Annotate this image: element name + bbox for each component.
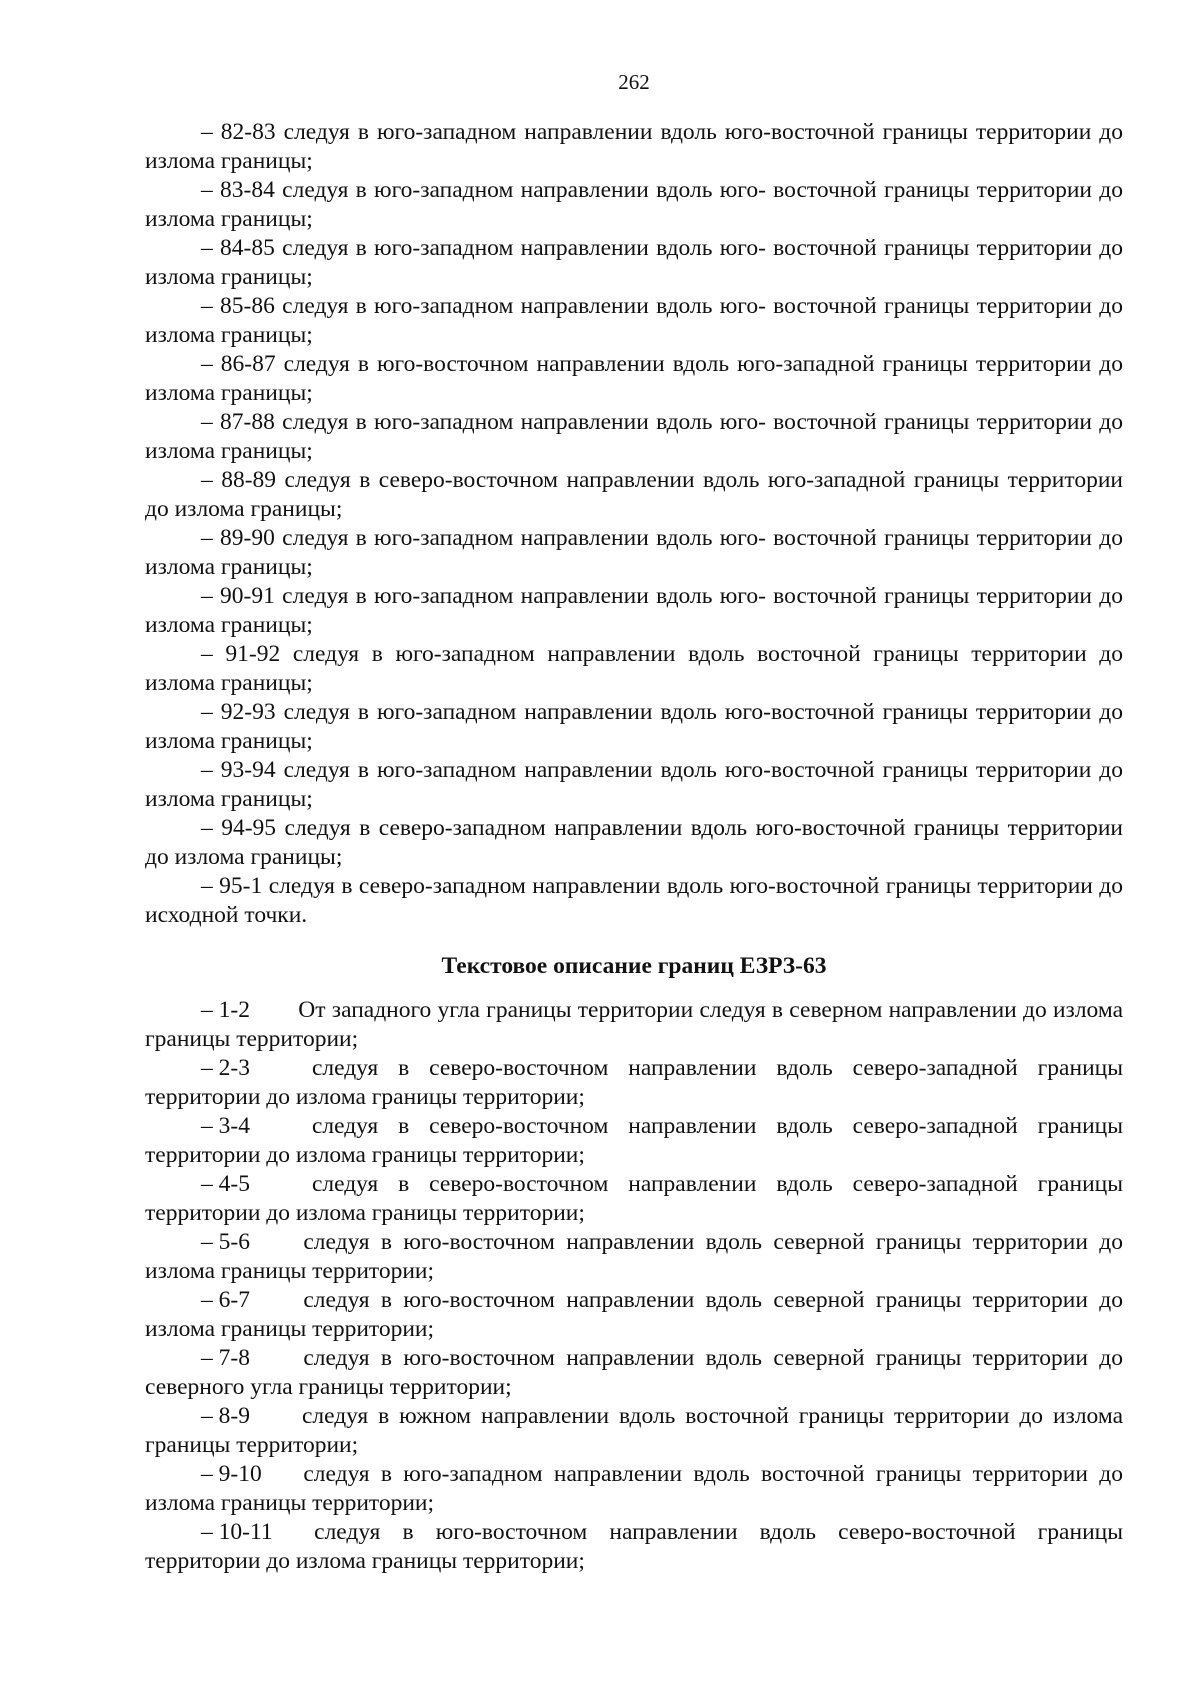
boundary-segment-item	[145, 1286, 1123, 1344]
segment-number: – 86-87	[201, 351, 276, 377]
segment-description: следуя в юго-западном направлении вдоль юго- восточной границы территории до излома границы;	[145, 293, 1124, 348]
segment-number: – 2-3	[201, 1055, 250, 1081]
boundary-segment-item	[145, 408, 1123, 466]
segment-number: – 82-83	[201, 119, 276, 145]
segment-description: следуя в юго-восточном направлении вдоль северной границы территории до излома границы территории;	[145, 1229, 1123, 1284]
boundary-segment-item	[145, 814, 1123, 872]
boundary-segment-item	[145, 234, 1123, 292]
segment-number: – 93-94	[201, 757, 276, 783]
boundary-segment-item	[145, 1402, 1123, 1460]
segment-description: следуя в юго-восточном направлении вдоль северной границы территории до северного угла границы территории;	[145, 1345, 1123, 1400]
segment-description: следуя в северо-восточном направлении вдоль северо-западной границы территории до излома границы территории;	[145, 1055, 1124, 1110]
segment-number: – 84-85	[201, 235, 275, 261]
segment-number: – 90-91	[201, 583, 275, 609]
segment-description: следуя в северо-западном направлении вдоль юго-восточной границы территории до излома границы;	[145, 815, 1123, 870]
segment-description: следуя в северо-западном направлении вдоль юго-восточной границы территории до исходной точки.	[145, 873, 1124, 928]
segment-description: следуя в юго-западном направлении вдоль юго- восточной границы территории до излома границы;	[145, 235, 1124, 290]
segment-number: – 85-86	[201, 293, 275, 319]
segment-number: – 8-9	[201, 1403, 250, 1429]
segment-description: следуя в северо-восточном направлении вдоль юго-западной границы территории до излома границы;	[145, 467, 1123, 522]
boundary-list-previous	[145, 118, 1123, 930]
segment-number: – 6-7	[201, 1287, 250, 1313]
segment-number: – 10-11	[201, 1519, 273, 1545]
boundary-segment-item	[145, 118, 1123, 176]
segment-number: – 92-93	[201, 699, 276, 725]
boundary-segment-item	[145, 176, 1123, 234]
document-body	[145, 118, 1123, 1576]
segment-number: – 89-90	[201, 525, 275, 551]
boundary-segment-item	[145, 1518, 1123, 1576]
boundary-segment-item	[145, 872, 1123, 930]
segment-description: следуя в юго-восточном направлении вдоль северо-восточной границы территории до излома границы территории;	[145, 1519, 1124, 1574]
segment-number: – 94-95	[201, 815, 277, 841]
boundary-segment-item	[145, 524, 1123, 582]
segment-description: следуя в южном направлении вдоль восточной границы территории до излома границы территории;	[145, 1403, 1124, 1458]
segment-number: – 87-88	[201, 409, 275, 435]
boundary-segment-item	[145, 996, 1123, 1054]
segment-number: – 88-89	[201, 467, 277, 493]
segment-description: следуя в юго-западном направлении вдоль юго- восточной границы территории до излома границы;	[145, 409, 1124, 464]
boundary-segment-item	[145, 1460, 1123, 1518]
segment-description: следуя в юго-западном направлении вдоль юго-восточной границы территории до излома границы;	[145, 699, 1124, 754]
segment-description: следуя в юго-западном направлении вдоль юго- восточной границы территории до излома границы;	[145, 525, 1124, 580]
segment-description: следуя в юго-западном направлении вдоль юго- восточной границы территории до излома границы;	[145, 177, 1124, 232]
boundary-segment-item	[145, 1344, 1123, 1402]
segment-description: следуя в северо-восточном направлении вдоль северо-западной границы территории до излома границы территории;	[145, 1113, 1124, 1168]
segment-description: следуя в юго-западном направлении вдоль восточной границы территории до излома границы территории;	[145, 1461, 1123, 1516]
boundary-segment-item	[145, 1112, 1123, 1170]
segment-number: – 5-6	[201, 1229, 250, 1255]
segment-description: следуя в юго-западном направлении вдоль юго-восточной границы территории до излома границы;	[145, 757, 1124, 812]
boundary-segment-item	[145, 466, 1123, 524]
boundary-segment-item	[145, 698, 1123, 756]
boundary-segment-item	[145, 1228, 1123, 1286]
boundary-segment-item	[145, 756, 1123, 814]
section-title: Текстовое описание границ ЕЗРЗ-63	[441, 953, 827, 979]
boundary-list-ezrz-63	[145, 996, 1123, 1576]
segment-number: – 91-92	[201, 641, 281, 667]
segment-description: следуя в юго-восточном направлении вдоль северной границы территории до излома границы территории;	[145, 1287, 1123, 1342]
segment-description: следуя в юго-западном направлении вдоль юго-восточной границы территории до излома границы;	[145, 119, 1124, 174]
segment-description: следуя в северо-восточном направлении вдоль северо-западной границы территории до излома границы территории;	[145, 1171, 1124, 1226]
boundary-segment-item	[145, 350, 1123, 408]
segment-number: – 1-2	[201, 997, 250, 1023]
segment-number: – 95-1	[201, 873, 263, 899]
segment-number: – 83-84	[201, 177, 275, 203]
segment-description: От западного угла границы территории следуя в северном направлении до излома границы территории;	[145, 997, 1123, 1052]
boundary-segment-item	[145, 582, 1123, 640]
segment-description: следуя в юго-западном направлении вдоль юго- восточной границы территории до излома границы;	[145, 583, 1124, 638]
boundary-segment-item	[145, 1054, 1123, 1112]
segment-description: следуя в юго-западном направлении вдоль восточной границы территории до излома границы;	[145, 641, 1123, 696]
page-number: 262	[618, 70, 650, 94]
segment-number: – 7-8	[201, 1345, 250, 1371]
boundary-segment-item	[145, 640, 1123, 698]
segment-description: следуя в юго-восточном направлении вдоль юго-западной границы территории до излома границы;	[145, 351, 1124, 406]
boundary-segment-item	[145, 292, 1123, 350]
segment-number: – 9-10	[201, 1461, 262, 1487]
boundary-segment-item	[145, 1170, 1123, 1228]
segment-number: – 3-4	[201, 1113, 250, 1139]
segment-number: – 4-5	[201, 1171, 250, 1197]
